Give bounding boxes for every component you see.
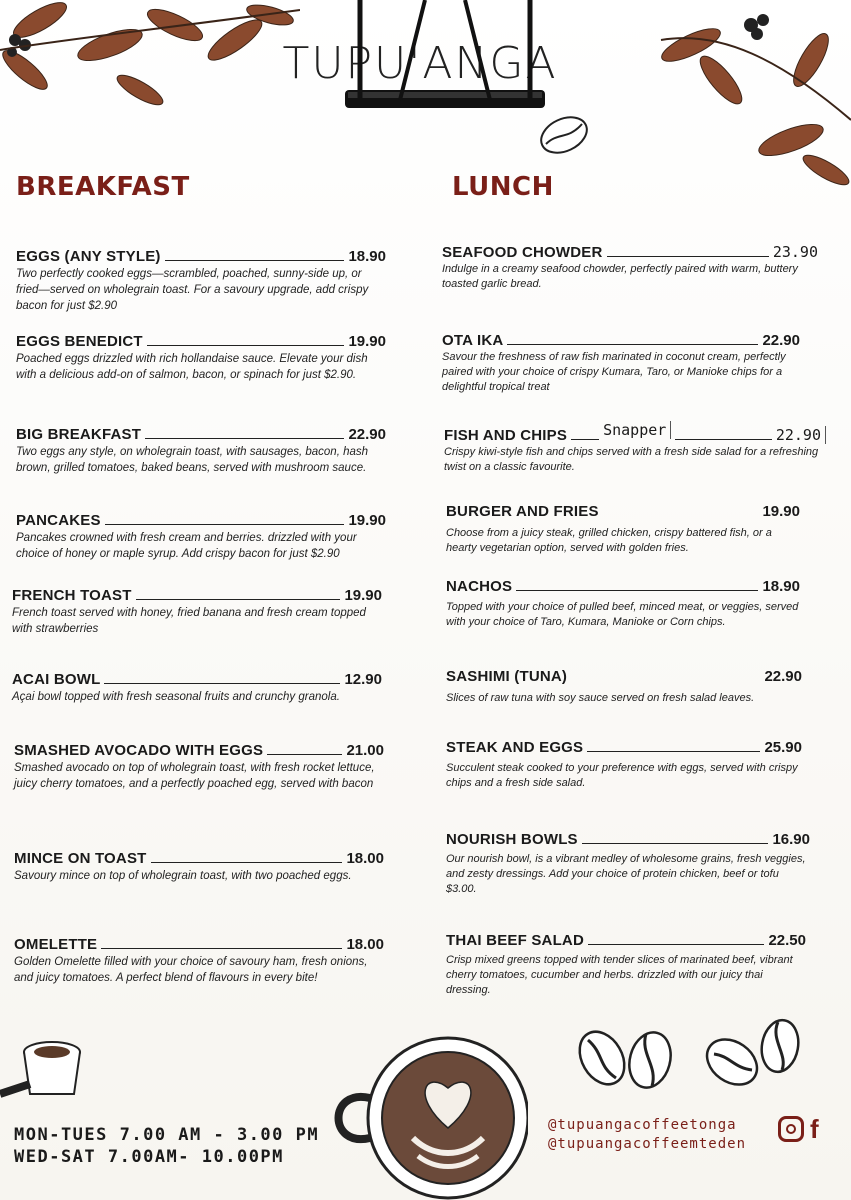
item-name: NACHOS bbox=[446, 578, 513, 595]
item-price: 19.90 bbox=[762, 503, 800, 520]
coffee-bean-icon bbox=[536, 112, 592, 158]
item-price: 22.50 bbox=[768, 932, 806, 949]
item-name: SEAFOOD CHOWDER bbox=[442, 244, 603, 261]
item-price: 18.90 bbox=[762, 578, 800, 595]
instagram-icon[interactable] bbox=[778, 1116, 804, 1142]
brand-logo: TUPU'ANGA bbox=[282, 38, 558, 89]
item-note-handwritten: Snapper bbox=[603, 421, 671, 439]
opening-hours bbox=[14, 1124, 319, 1168]
item-price: 18.90 bbox=[348, 248, 386, 265]
menu-item bbox=[14, 936, 384, 986]
menu-item bbox=[446, 503, 800, 556]
item-name: ACAI BOWL bbox=[12, 671, 101, 688]
menu-item bbox=[16, 512, 386, 562]
facebook-icon[interactable]: f bbox=[810, 1114, 819, 1144]
menu-item bbox=[446, 578, 800, 630]
item-price: 19.90 bbox=[348, 512, 386, 529]
item-price: 12.90 bbox=[344, 671, 382, 688]
menu-item bbox=[12, 671, 382, 705]
item-description: Topped with your choice of pulled beef, minced meat, or veggies, served with your choice of Taro, Kumara, Manioke or Corn chips. bbox=[446, 601, 799, 628]
item-description: Pancakes crowned with fresh cream and berries. drizzled with your choice of honey or maple syrup. Add crispy bacon for just $2.90 bbox=[16, 532, 357, 560]
item-description: Crisp mixed greens topped with tender slices of marinated beef, vibrant cherry tomatoes, cucumber and herbs. drizzled with our juicy thai dressing. bbox=[446, 954, 793, 996]
social-handles bbox=[548, 1116, 746, 1154]
item-name: THAI BEEF SALAD bbox=[446, 932, 584, 949]
menu-item bbox=[12, 587, 382, 637]
item-description: Two perfectly cooked eggs—scrambled, poached, sunny-side up, or fried—served on wholegrain toast. For a savoury upgrade, add crispy bacon for just $2.90 bbox=[16, 268, 369, 312]
lunch-heading: LUNCH bbox=[452, 172, 554, 202]
item-price: 18.00 bbox=[346, 936, 384, 953]
social-icons bbox=[778, 1116, 819, 1142]
item-name: OMELETTE bbox=[14, 936, 98, 953]
item-description: Smashed avocado on top of wholegrain toast, with fresh rocket lettuce, juicy cherry tomatoes, and a perfectly poached egg, served with bacon bbox=[14, 762, 375, 790]
menu-item bbox=[442, 332, 800, 395]
menu-item bbox=[16, 333, 386, 383]
menu-item bbox=[446, 831, 810, 897]
item-description: Crispy kiwi-style fish and chips served with a fresh side salad for a refreshing twist on a classic favourite. bbox=[444, 446, 819, 473]
item-description: Savoury mince on top of wholegrain toast, with two poached eggs. bbox=[14, 870, 352, 882]
item-name: MINCE ON TOAST bbox=[14, 850, 147, 867]
coffee-leaves-illustration-right bbox=[641, 0, 851, 200]
item-description: Savour the freshness of raw fish marinated in coconut cream, perfectly paired with your choice of crispy Kumara, Taro, or Manioke chips for a delightful tropical treat bbox=[442, 351, 786, 393]
hours-line: MON-TUES 7.00 AM - 3.00 PM bbox=[14, 1125, 320, 1145]
item-name: FRENCH TOAST bbox=[12, 587, 132, 604]
menu-item bbox=[446, 668, 802, 706]
hours-line: WED-SAT 7.00AM- 10.00PM bbox=[14, 1147, 284, 1167]
item-description: Two eggs any style, on wholegrain toast, with sausages, bacon, hash brown, grilled tomatoes, baked beans, served with mushroom sauce. bbox=[16, 446, 369, 474]
item-name: PANCAKES bbox=[16, 512, 101, 529]
espresso-portafilter-illustration bbox=[0, 1024, 90, 1114]
item-description: Choose from a juicy steak, grilled chicken, crispy battered fish, or a hearty vegetarian option, served with golden fries. bbox=[446, 527, 772, 554]
item-description: Açai bowl topped with fresh seasonal fruits and crunchy granola. bbox=[12, 691, 340, 703]
item-price: 16.90 bbox=[772, 831, 810, 848]
item-description: Our nourish bowl, is a vibrant medley of wholesome grains, fresh veggies, and zesty dressings. Add your choice of protein chicken, beef or tofu $3.00. bbox=[446, 853, 806, 895]
item-price: 22.90 bbox=[762, 332, 800, 349]
item-description: Slices of raw tuna with soy sauce served on fresh salad leaves. bbox=[446, 692, 755, 704]
social-handle[interactable]: @tupuangacoffeetonga bbox=[548, 1117, 737, 1133]
coffee-leaves-illustration-left bbox=[0, 0, 300, 130]
latte-art-cup-illustration bbox=[318, 1018, 528, 1200]
item-price-handwritten: 22.90 bbox=[776, 426, 826, 444]
item-price: 22.90 bbox=[764, 668, 802, 685]
menu-item bbox=[14, 742, 384, 792]
item-name: BURGER AND FRIES bbox=[446, 503, 599, 520]
menu-item bbox=[446, 739, 802, 791]
item-description: Indulge in a creamy seafood chowder, perfectly paired with warm, buttery toasted garlic bread. bbox=[442, 263, 798, 290]
item-price: 19.90 bbox=[348, 333, 386, 350]
item-price: 19.90 bbox=[344, 587, 382, 604]
item-price-handwritten: 23.90 bbox=[772, 243, 818, 261]
social-handle[interactable]: @tupuangacoffeemteden bbox=[548, 1136, 747, 1152]
menu-item bbox=[446, 932, 806, 998]
breakfast-heading: BREAKFAST bbox=[16, 172, 190, 202]
item-name: SMASHED AVOCADO WITH EGGS bbox=[14, 742, 264, 759]
item-description: French toast served with honey, fried banana and fresh cream topped with strawberries bbox=[12, 607, 366, 635]
item-name: BIG BREAKFAST bbox=[16, 426, 142, 443]
item-price: 22.90 bbox=[348, 426, 386, 443]
item-description: Succulent steak cooked to your preference with eggs, served with crispy chips and a fresh side salad. bbox=[446, 762, 798, 789]
item-name: EGGS (ANY STYLE) bbox=[16, 248, 161, 265]
item-price: 21.00 bbox=[346, 742, 384, 759]
item-price: 25.90 bbox=[764, 739, 802, 756]
binder-clip bbox=[340, 0, 550, 115]
item-name: EGGS BENEDICT bbox=[16, 333, 143, 350]
item-name: FISH AND CHIPS bbox=[444, 427, 568, 444]
coffee-beans-illustration bbox=[574, 1010, 804, 1100]
menu-item bbox=[442, 243, 818, 292]
menu-item bbox=[16, 426, 386, 476]
item-name: OTA IKA bbox=[442, 332, 504, 349]
menu-item bbox=[444, 421, 826, 475]
menu-item bbox=[16, 248, 386, 314]
item-price: 18.00 bbox=[346, 850, 384, 867]
menu-item bbox=[14, 850, 384, 884]
item-name: STEAK AND EGGS bbox=[446, 739, 584, 756]
item-description: Poached eggs drizzled with rich hollandaise sauce. Elevate your dish with a delicious add-on of salmon, bacon, or spinach for just $2.90. bbox=[16, 353, 368, 381]
item-name: NOURISH BOWLS bbox=[446, 831, 578, 848]
item-name: SASHIMI (TUNA) bbox=[446, 668, 568, 685]
item-description: Golden Omelette filled with your choice of savoury ham, fresh onions, and juicy tomatoes. A perfect blend of flavours in every bite! bbox=[14, 956, 368, 984]
